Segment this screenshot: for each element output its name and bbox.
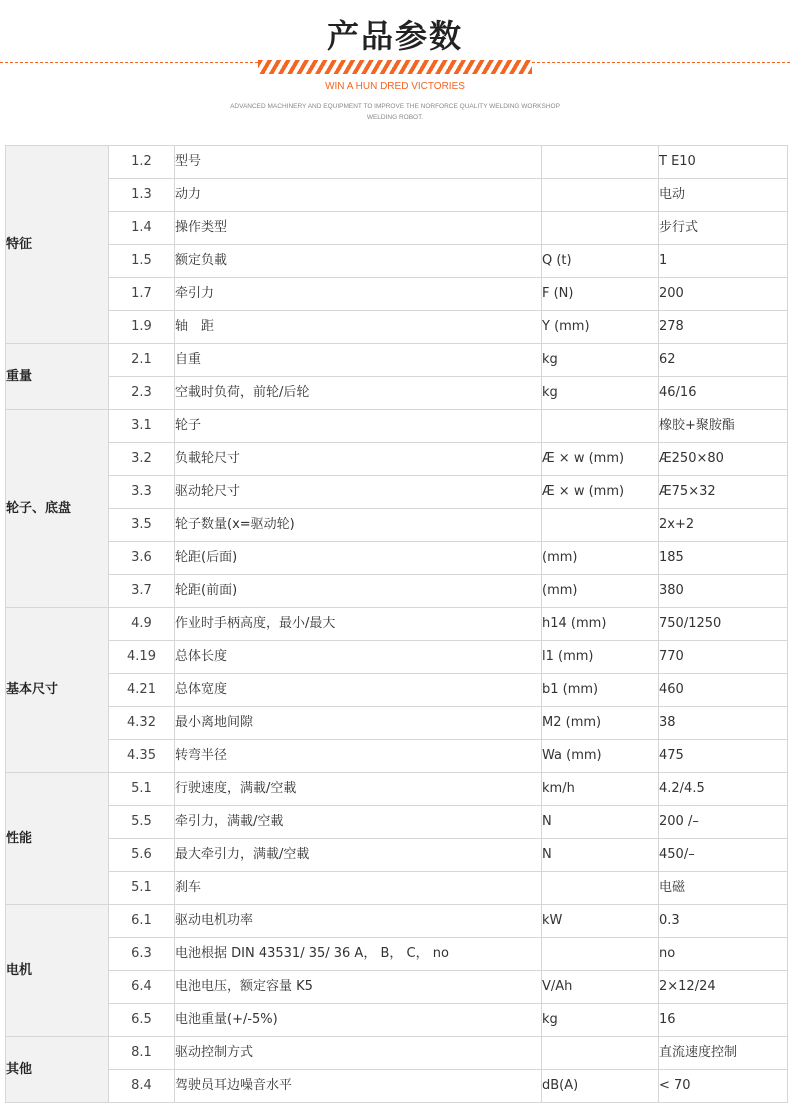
param-name: 额定负載 <box>175 245 542 278</box>
param-unit: V/Ah <box>542 971 659 1004</box>
param-value: 200 <box>659 278 788 311</box>
param-name: 驾驶员耳边噪音水平 <box>175 1070 542 1103</box>
param-unit: kg <box>542 377 659 410</box>
param-name: 负載轮尺寸 <box>175 443 542 476</box>
param-unit <box>542 938 659 971</box>
row-number: 5.1 <box>109 872 175 905</box>
row-number: 8.1 <box>109 1037 175 1070</box>
row-number: 1.9 <box>109 311 175 344</box>
param-unit: kW <box>542 905 659 938</box>
param-value: 38 <box>659 707 788 740</box>
row-number: 4.35 <box>109 740 175 773</box>
table-row <box>6 278 788 311</box>
table-row <box>6 641 788 674</box>
table-row <box>6 905 788 938</box>
param-name: 空載时负荷，前轮/后轮 <box>175 377 542 410</box>
table-row <box>6 938 788 971</box>
param-name: 总体长度 <box>175 641 542 674</box>
row-number: 1.2 <box>109 146 175 179</box>
row-number: 1.3 <box>109 179 175 212</box>
param-unit: kg <box>542 1004 659 1037</box>
row-number: 5.1 <box>109 773 175 806</box>
param-unit: h14 (mm) <box>542 608 659 641</box>
group-label: 电机 <box>6 905 109 1037</box>
table-row <box>6 443 788 476</box>
table-row <box>6 476 788 509</box>
param-unit: Y (mm) <box>542 311 659 344</box>
table-row <box>6 542 788 575</box>
param-value: 200 /– <box>659 806 788 839</box>
page-header <box>0 0 790 140</box>
group-label: 轮子、底盘 <box>6 410 109 608</box>
param-value: 1 <box>659 245 788 278</box>
description-line-2: WELDING ROBOT. <box>366 114 424 121</box>
table-row <box>6 707 788 740</box>
row-number: 4.9 <box>109 608 175 641</box>
param-value: 278 <box>659 311 788 344</box>
param-unit: Æ × w (mm) <box>542 476 659 509</box>
param-value: 4.2/4.5 <box>659 773 788 806</box>
table-row <box>6 245 788 278</box>
param-value: 450/– <box>659 839 788 872</box>
param-unit: Wa (mm) <box>542 740 659 773</box>
table-row <box>6 1070 788 1103</box>
row-number: 3.6 <box>109 542 175 575</box>
param-unit: N <box>542 839 659 872</box>
param-unit <box>542 509 659 542</box>
row-number: 6.1 <box>109 905 175 938</box>
table-row <box>6 311 788 344</box>
table-row <box>6 509 788 542</box>
param-unit <box>542 872 659 905</box>
param-value: 46/16 <box>659 377 788 410</box>
param-unit: F (N) <box>542 278 659 311</box>
table-row <box>6 839 788 872</box>
row-number: 1.7 <box>109 278 175 311</box>
row-number: 8.4 <box>109 1070 175 1103</box>
row-number: 5.5 <box>109 806 175 839</box>
param-unit <box>542 179 659 212</box>
param-name: 轮距(前面) <box>175 575 542 608</box>
spec-table-body <box>6 146 788 1103</box>
table-row <box>6 410 788 443</box>
param-value: 2x+2 <box>659 509 788 542</box>
group-label: 性能 <box>6 773 109 905</box>
param-name: 牵引力 <box>175 278 542 311</box>
param-unit: l1 (mm) <box>542 641 659 674</box>
table-row <box>6 773 788 806</box>
param-value: Æ75×32 <box>659 476 788 509</box>
param-value: T E10 <box>659 146 788 179</box>
header-rule-left <box>0 62 258 63</box>
param-unit <box>542 1037 659 1070</box>
param-name: 驱动轮尺寸 <box>175 476 542 509</box>
param-name: 自重 <box>175 344 542 377</box>
table-row <box>6 872 788 905</box>
param-value: 16 <box>659 1004 788 1037</box>
param-name: 电池根据 DIN 43531/ 35/ 36 A， B， C， no <box>175 938 542 971</box>
table-row <box>6 674 788 707</box>
param-name: 电池重量(+/-5%) <box>175 1004 542 1037</box>
param-value: 380 <box>659 575 788 608</box>
param-value: 电磁 <box>659 872 788 905</box>
param-name: 轴 距 <box>175 311 542 344</box>
row-number: 4.21 <box>109 674 175 707</box>
spec-table <box>5 145 788 1103</box>
table-row <box>6 971 788 1004</box>
table-row <box>6 1037 788 1070</box>
param-name: 轮子数量(x=驱动轮) <box>175 509 542 542</box>
param-value: 2×12/24 <box>659 971 788 1004</box>
param-value: 185 <box>659 542 788 575</box>
group-label: 基本尺寸 <box>6 608 109 773</box>
param-unit: b1 (mm) <box>542 674 659 707</box>
param-value: Æ250×80 <box>659 443 788 476</box>
param-name: 操作类型 <box>175 212 542 245</box>
param-value: 750/1250 <box>659 608 788 641</box>
param-name: 行驶速度，满載/空載 <box>175 773 542 806</box>
row-number: 1.4 <box>109 212 175 245</box>
param-name: 驱动电机功率 <box>175 905 542 938</box>
param-unit <box>542 410 659 443</box>
param-name: 总体宽度 <box>175 674 542 707</box>
param-value: 460 <box>659 674 788 707</box>
description-line-1: ADVANCED MACHINERY AND EQUIPMENT TO IMPROVE THE NORFORCE QUALITY WELDING WORKSHOP <box>230 103 560 110</box>
row-number: 3.1 <box>109 410 175 443</box>
param-name: 轮子 <box>175 410 542 443</box>
param-unit <box>542 146 659 179</box>
group-label: 重量 <box>6 344 109 410</box>
param-value: 步行式 <box>659 212 788 245</box>
param-value: 770 <box>659 641 788 674</box>
row-number: 4.32 <box>109 707 175 740</box>
group-label: 特征 <box>6 146 109 344</box>
param-unit: (mm) <box>542 542 659 575</box>
page-subtitle: WIN A HUN DRED VICTORIES <box>325 81 465 92</box>
param-name: 驱动控制方式 <box>175 1037 542 1070</box>
row-number: 3.7 <box>109 575 175 608</box>
row-number: 6.3 <box>109 938 175 971</box>
row-number: 1.5 <box>109 245 175 278</box>
param-value: 橡胶+聚胺酯 <box>659 410 788 443</box>
param-value: < 70 <box>659 1070 788 1103</box>
table-row <box>6 575 788 608</box>
param-unit: Q (t) <box>542 245 659 278</box>
param-value: 电动 <box>659 179 788 212</box>
param-name: 刹车 <box>175 872 542 905</box>
row-number: 3.2 <box>109 443 175 476</box>
row-number: 4.19 <box>109 641 175 674</box>
row-number: 3.5 <box>109 509 175 542</box>
group-label: 其他 <box>6 1037 109 1103</box>
param-name: 动力 <box>175 179 542 212</box>
header-stripe-band <box>258 60 532 74</box>
row-number: 2.1 <box>109 344 175 377</box>
param-value: 直流速度控制 <box>659 1037 788 1070</box>
param-unit: N <box>542 806 659 839</box>
param-value: no <box>659 938 788 971</box>
param-unit <box>542 212 659 245</box>
param-name: 最小离地间隙 <box>175 707 542 740</box>
table-row <box>6 377 788 410</box>
table-row <box>6 806 788 839</box>
row-number: 5.6 <box>109 839 175 872</box>
param-value: 475 <box>659 740 788 773</box>
table-row <box>6 608 788 641</box>
row-number: 6.4 <box>109 971 175 1004</box>
param-name: 最大牵引力，满載/空載 <box>175 839 542 872</box>
param-value: 0.3 <box>659 905 788 938</box>
table-row <box>6 344 788 377</box>
table-row <box>6 212 788 245</box>
table-row <box>6 1004 788 1037</box>
param-unit: (mm) <box>542 575 659 608</box>
param-unit: kg <box>542 344 659 377</box>
table-row <box>6 146 788 179</box>
row-number: 2.3 <box>109 377 175 410</box>
param-name: 作业时手柄高度，最小/最大 <box>175 608 542 641</box>
page-title: 产品参数 <box>326 17 463 55</box>
param-name: 型号 <box>175 146 542 179</box>
row-number: 3.3 <box>109 476 175 509</box>
param-unit: dB(A) <box>542 1070 659 1103</box>
table-row <box>6 740 788 773</box>
row-number: 6.5 <box>109 1004 175 1037</box>
param-name: 轮距(后面) <box>175 542 542 575</box>
param-name: 电池电压，额定容量 K5 <box>175 971 542 1004</box>
param-unit: km/h <box>542 773 659 806</box>
param-name: 转弯半径 <box>175 740 542 773</box>
page-description <box>225 101 565 123</box>
param-value: 62 <box>659 344 788 377</box>
param-unit: Æ × w (mm) <box>542 443 659 476</box>
param-unit: M2 (mm) <box>542 707 659 740</box>
table-row <box>6 179 788 212</box>
param-name: 牵引力，满載/空載 <box>175 806 542 839</box>
header-rule-right <box>532 62 790 63</box>
